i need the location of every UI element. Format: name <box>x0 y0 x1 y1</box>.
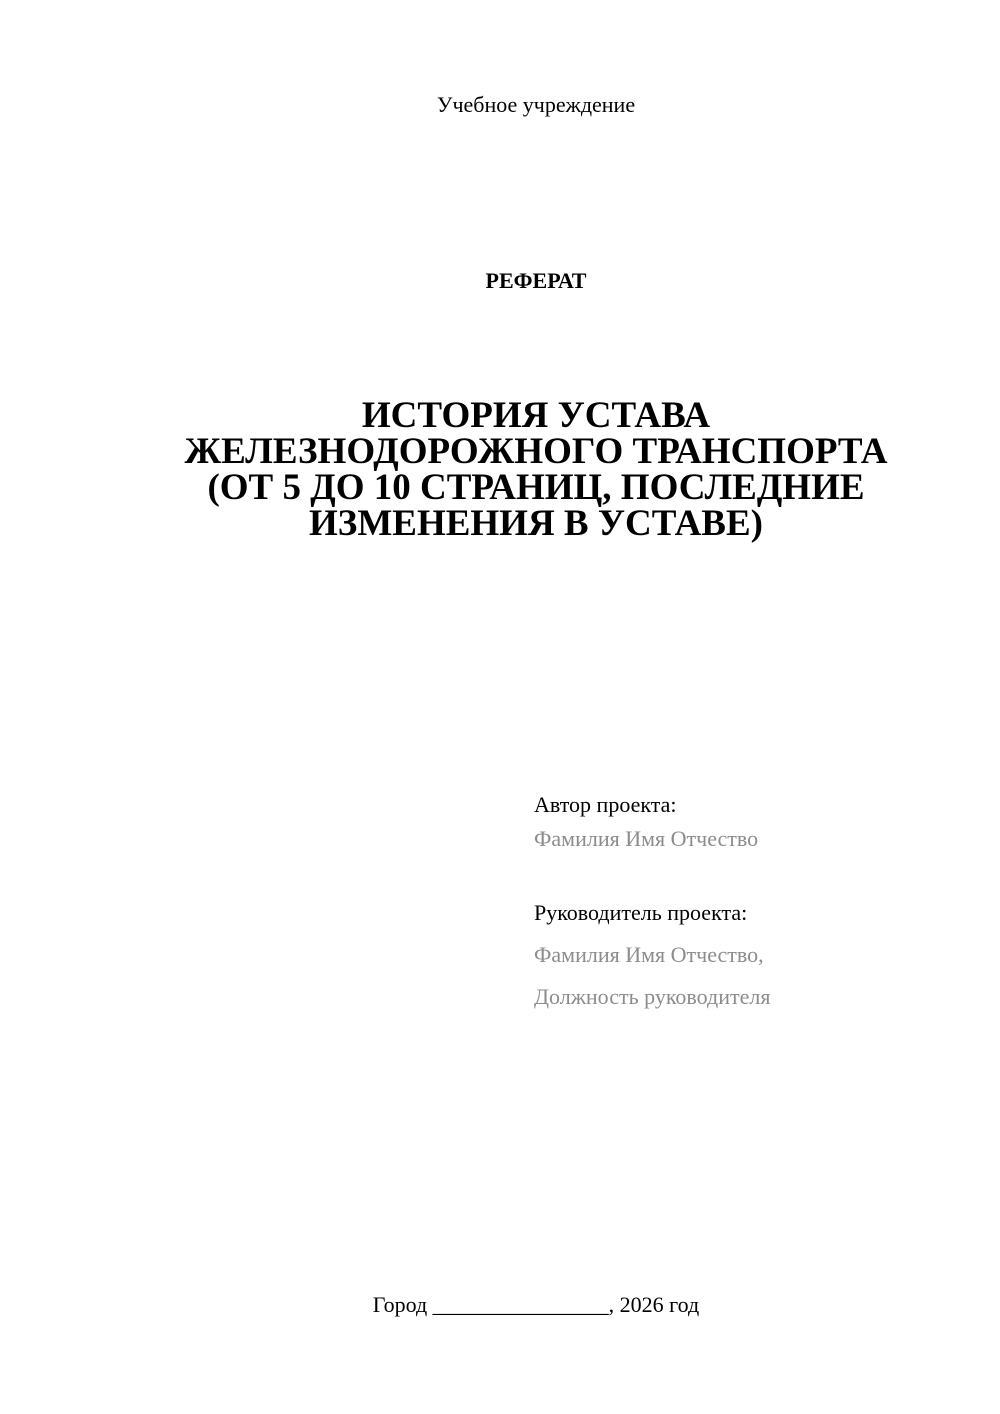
supervisor-name-placeholder: Фамилия Имя Отчество, <box>534 942 764 967</box>
document-title <box>140 395 932 544</box>
title-line: ИЗМЕНЕНИЯ В УСТАВЕ) <box>309 503 763 544</box>
title-line: ЖЕЛЕЗНОДОРОЖНОГО ТРАНСПОРТА <box>184 431 888 472</box>
supervisor-block <box>534 892 974 1018</box>
institution-name: Учебное учреждение <box>436 92 636 117</box>
city-year-line: Город ________________, 2026 год <box>372 1292 700 1317</box>
title-line: ИСТОРИЯ УСТАВА <box>361 395 711 436</box>
title-line: (ОТ 5 ДО 10 СТРАНИЦ, ПОСЛЕДНИЕ <box>207 467 865 508</box>
document-type: РЕФЕРАТ <box>485 268 587 293</box>
author-block <box>534 788 974 856</box>
author-label: Автор проекта: <box>534 792 677 817</box>
supervisor-label: Руководитель проекта: <box>534 900 748 925</box>
author-name-placeholder: Фамилия Имя Отчество <box>534 826 759 851</box>
supervisor-position-placeholder: Должность руководителя <box>534 984 771 1009</box>
